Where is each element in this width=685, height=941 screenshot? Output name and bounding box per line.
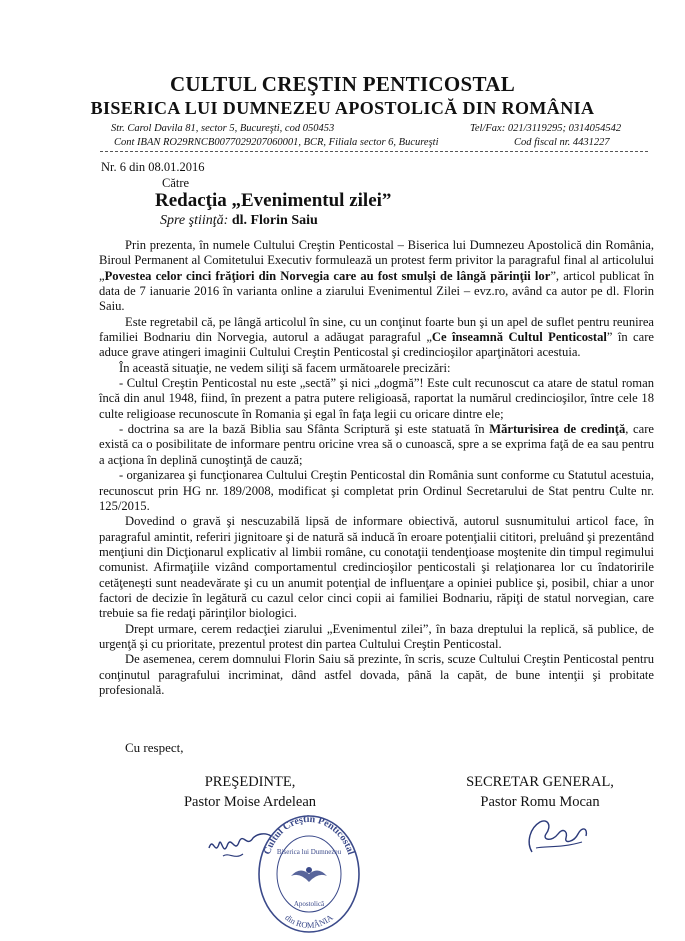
article-title: Povestea celor cinci frăţiori din Norvegia care au fost smulşi de lângă părinţii lor [104, 268, 551, 283]
recipient-prefix: Către [162, 176, 190, 190]
president-signature [205, 826, 275, 866]
letter-body [99, 238, 654, 698]
point-2: - doctrina sa are la bază Biblia sau Sfânta Scriptură şi este statuată în Mărturisirea de credinţă, care există ca o posibilitate de informare pentru oricine vrea să o cunoască, spre a se exprima faţă de ea sau pentru a acţiona în deplină cunoştinţă de cauză; [99, 422, 655, 467]
secretary-title: SECRETAR GENERAL, [466, 774, 614, 790]
church-name: BISERICA LUI DUMNEZEU APOSTOLICĂ DIN ROMÂNIA [90, 98, 595, 118]
paragraph-2: Este regretabil că, pe lângă articolul în sine, cu un conţinut foarte bun şi un apel de suflet pentru reunirea familiei Bodnariu din Norvegia, autorul a adăugat paragraful „Ce înseamnă Cultul Penticostal” în care aduce grave atingeri imaginii Cultului Creştin Penticostal şi credincioşilor aparţinători acestuia. [99, 314, 654, 360]
paragraph-3: În această situaţie, ne vedem siliţi să facem următoarele precizări: [119, 360, 451, 375]
paragraph-1: Prin prezenta, în numele Cultului Creştin Penticostal – Biserica lui Dumnezeu Apostolică din România, Biroul Permanent al Comitetului Executiv formulează un protest ferm privitor la paragraful final al articolului „Povestea celor cinci frăţiori din Norvegia care au fost smulşi de lângă părinţii lor”, articol publicat în data de 7 ianuarie 2016 în varianta online a ziarului Evenimentul Zilei – evz.ro, având ca autor pe dl. Florin Saiu. [99, 238, 654, 314]
closing: Cu respect, [125, 740, 184, 755]
document-number: Nr. 6 din 08.01.2016 [101, 160, 205, 174]
svg-text:Apostolică: Apostolică [293, 900, 325, 908]
paragraph-4: Dovedind o gravă şi nescuzabilă lipsă de informare obiectivă, autorul susnumitului articol face, în paragraful amintit, referiri jignitoare şi de natură să inducă în eroare potenţialii cititori, preluând şi prezentând menţiuni din Dicţionarul explicativ al limbii române, cu conotaţii tendenţioase moştenite din timpul regimului comunist. Afirmaţiile vizând comportamentul credincioşilor penticostali şi relaţionarea lor cu îndatoririle cetăţeneşti sunt neadevărate şi cu un anumit potenţial de influenţare a opiniei publice şi, posibil, chiar a unor factori de decizie în legătură cu cazul celor cinci copii ai familiei Bodnariu, răpiţi de statul norvegian, care trebuie sa fie redaţi părinţilor biologici. [99, 514, 654, 621]
doctrine-title: Mărturisirea de credinţă [489, 422, 626, 437]
fiscal-code-line: Cod fiscal nr. 4431227 [514, 137, 610, 148]
svg-text:Cultul Creştin Penticostal: Cultul Creştin Penticostal [261, 813, 357, 857]
svg-text:din ROMÂNIA: din ROMÂNIA [283, 912, 335, 931]
paragraph-6: De asemenea, cerem domnului Florin Saiu să prezinte, în scris, scuze Cultului Creştin Penticostal pentru conţinutul paragrafului incriminat, dând astfel dovada, până la capăt, de bune intenţii şi probitate profesională. [99, 652, 654, 697]
organization-name: CULTUL CREŞTIN PENTICOSTAL [169, 72, 516, 96]
president-title: PREŞEDINTE, [204, 774, 296, 790]
paragraph-5: Drept urmare, cerem redacţiei ziarului „Evenimentul zilei”, în baza dreptului la replică, să publice, de urgenţă şi cu prioritate, prezentul protest din partea Cultului Creştin Penticostal. [99, 621, 654, 651]
secretary-name: Pastor Romu Mocan [480, 794, 600, 810]
telfax-line: Tel/Fax: 021/3119295; 0314054542 [470, 123, 622, 134]
point-3: - organizarea şi funcţionarea Cultului Creştin Penticostal din România sunt conforme cu Statutul acestuia, recunoscut prin HG nr. 189/2008, modificat şi completat prin Ordinul Secretarului de Stat pentru Culte nr. 125/2015. [99, 468, 654, 513]
iban-line: Cont IBAN RO29RNCB0077029207060001, BCR, Filiala sector 6, Bucureşti [114, 137, 439, 148]
cc-name: dl. Florin Saiu [231, 213, 318, 228]
cc-line [160, 213, 318, 229]
point-1: - Cultul Creştin Penticostal nu este „sectă” şi nici „dogmă”! Este cult recunoscut ca atare de statul roman încă din anul 1948, fiind, în prezent a patra putere religioasă, raportat la numărul credincioşilor, între cele 18 culte religioase recunoscute în Romania şi egal în faţa legii cu oricare dintre ele; [99, 376, 654, 421]
cc-label: Spre ştiinţă: [160, 213, 229, 228]
address-line: Str. Carol Davila 81, sector 5, Bucureşti, cod 050453 [111, 123, 335, 134]
recipient-title: Redacţia „Evenimentul zilei” [155, 190, 392, 211]
header-divider [100, 151, 648, 152]
secretary-signature [522, 812, 594, 858]
president-name: Pastor Moise Ardelean [183, 794, 317, 810]
svg-text:Biserica lui Dumnezeu: Biserica lui Dumnezeu [276, 848, 342, 856]
paragraph-title: Ce înseamnă Cultul Penticostal [431, 330, 607, 345]
